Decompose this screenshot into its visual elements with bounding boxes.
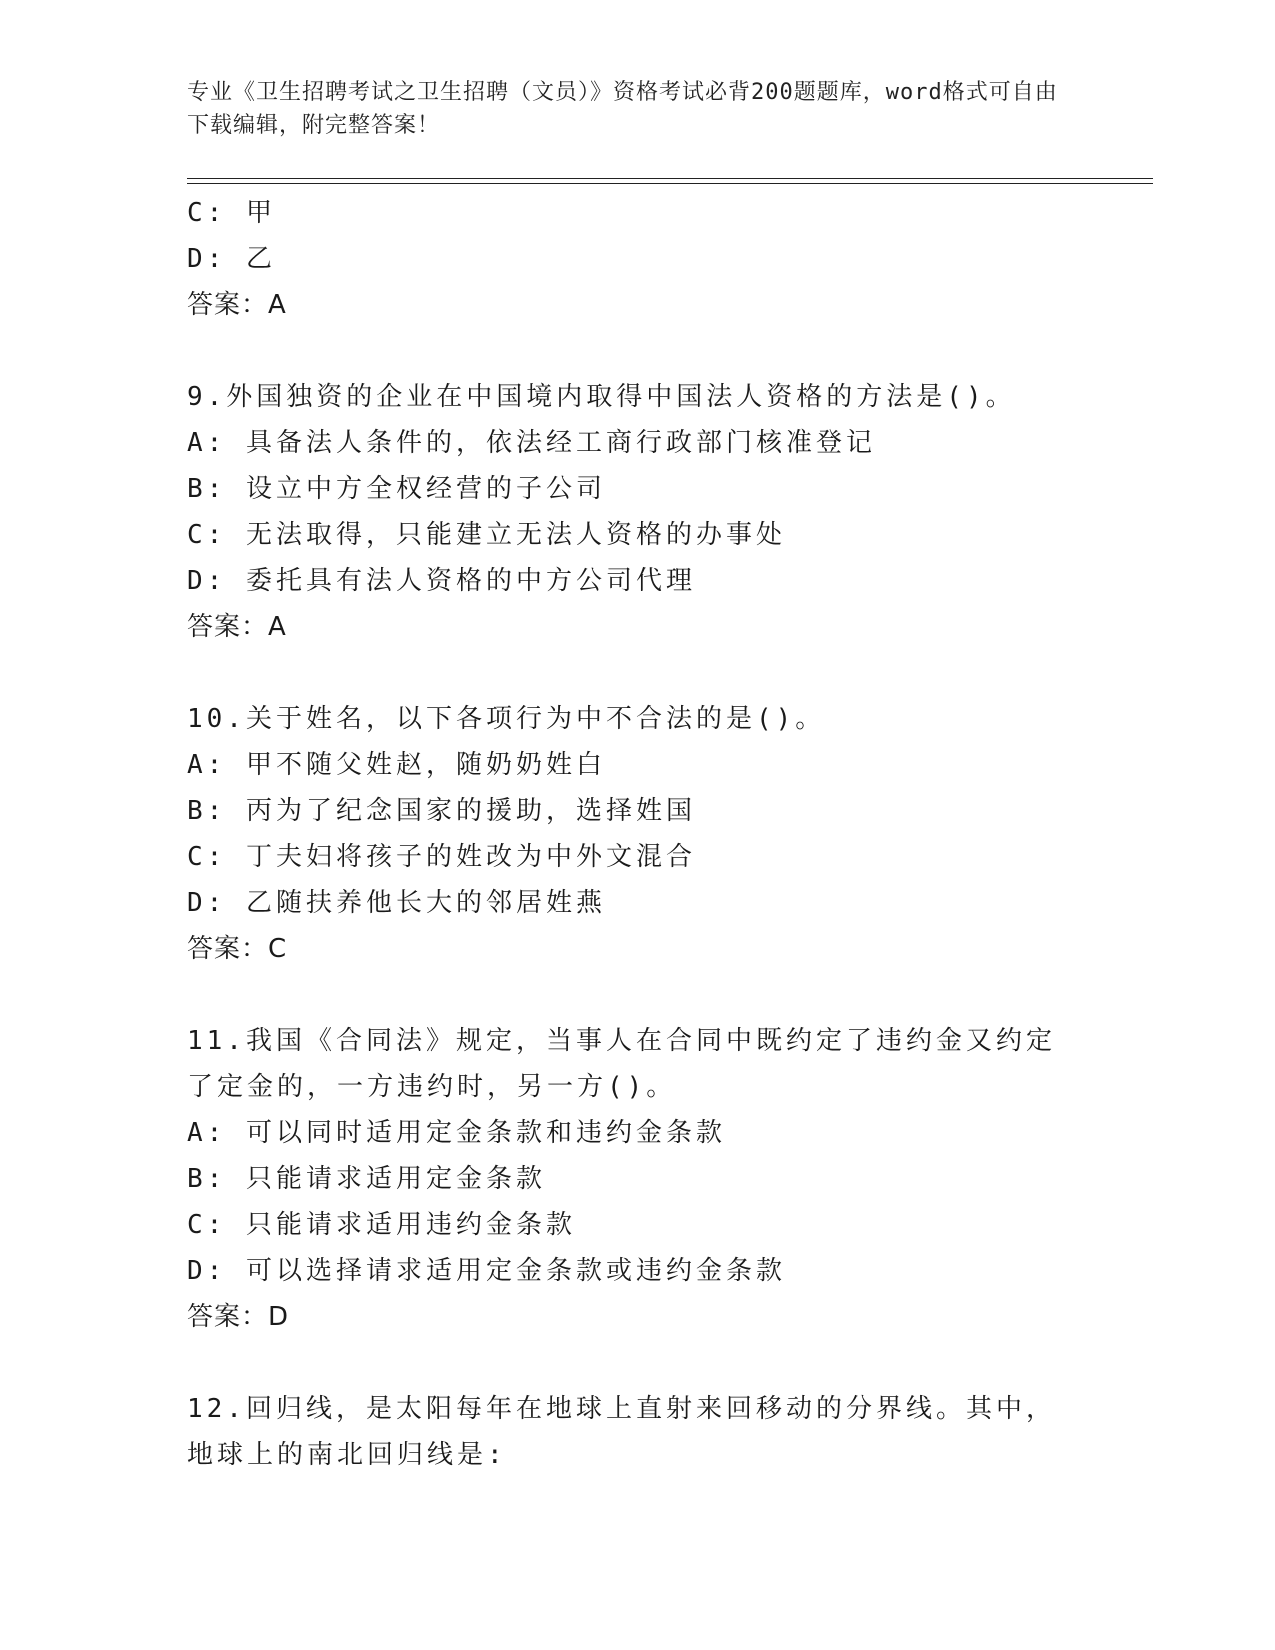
- document-body: [187, 190, 1087, 1478]
- spacer: [187, 1340, 1087, 1386]
- option-a: A: 可以同时适用定金条款和违约金条款: [187, 1118, 726, 1148]
- option-b: B: 只能请求适用定金条款: [187, 1164, 546, 1194]
- option-a: A: 甲不随父姓赵，随奶奶姓白: [187, 750, 606, 780]
- header-rule-top: [187, 178, 1153, 179]
- header-rule-bottom: [187, 183, 1153, 184]
- answer: 答案：D: [187, 1302, 290, 1332]
- spacer: [187, 328, 1087, 374]
- option-d: D: 可以选择请求适用定金条款或违约金条款: [187, 1256, 786, 1286]
- option-d: D: 委托具有法人资格的中方公司代理: [187, 566, 696, 596]
- question-stem: 10.关于姓名，以下各项行为中不合法的是()。: [187, 704, 826, 734]
- option-a: A: 具备法人条件的，依法经工商行政部门核准登记: [187, 428, 876, 458]
- spacer: [187, 972, 1087, 1018]
- option-d: D: 乙: [187, 244, 276, 274]
- option-b: B: 丙为了纪念国家的援助，选择姓国: [187, 796, 696, 826]
- question-stem: 9.外国独资的企业在中国境内取得中国法人资格的方法是()。: [187, 382, 1016, 412]
- spacer: [187, 650, 1087, 696]
- answer: 答案：C: [187, 934, 288, 964]
- answer: 答案：A: [187, 612, 287, 642]
- option-c: C: 甲: [187, 198, 276, 228]
- option-c: C: 丁夫妇将孩子的姓改为中外文混合: [187, 842, 696, 872]
- option-b: B: 设立中方全权经营的子公司: [187, 474, 606, 504]
- question-stem: 12.回归线，是太阳每年在地球上直射来回移动的分界线。其中，地球上的南北回归线是:: [187, 1394, 1056, 1470]
- answer: 答案：A: [187, 290, 287, 320]
- option-d: D: 乙随扶养他长大的邻居姓燕: [187, 888, 606, 918]
- document-header: 专业《卫生招聘考试之卫生招聘（文员）》资格考试必背200题题库，word格式可自由下载编辑，附完整答案！: [187, 80, 1058, 138]
- question-stem: 11.我国《合同法》规定，当事人在合同中既约定了违约金又约定了定金的，一方违约时，另一方()。: [187, 1026, 1056, 1102]
- option-c: C: 无法取得，只能建立无法人资格的办事处: [187, 520, 786, 550]
- option-c: C: 只能请求适用违约金条款: [187, 1210, 576, 1240]
